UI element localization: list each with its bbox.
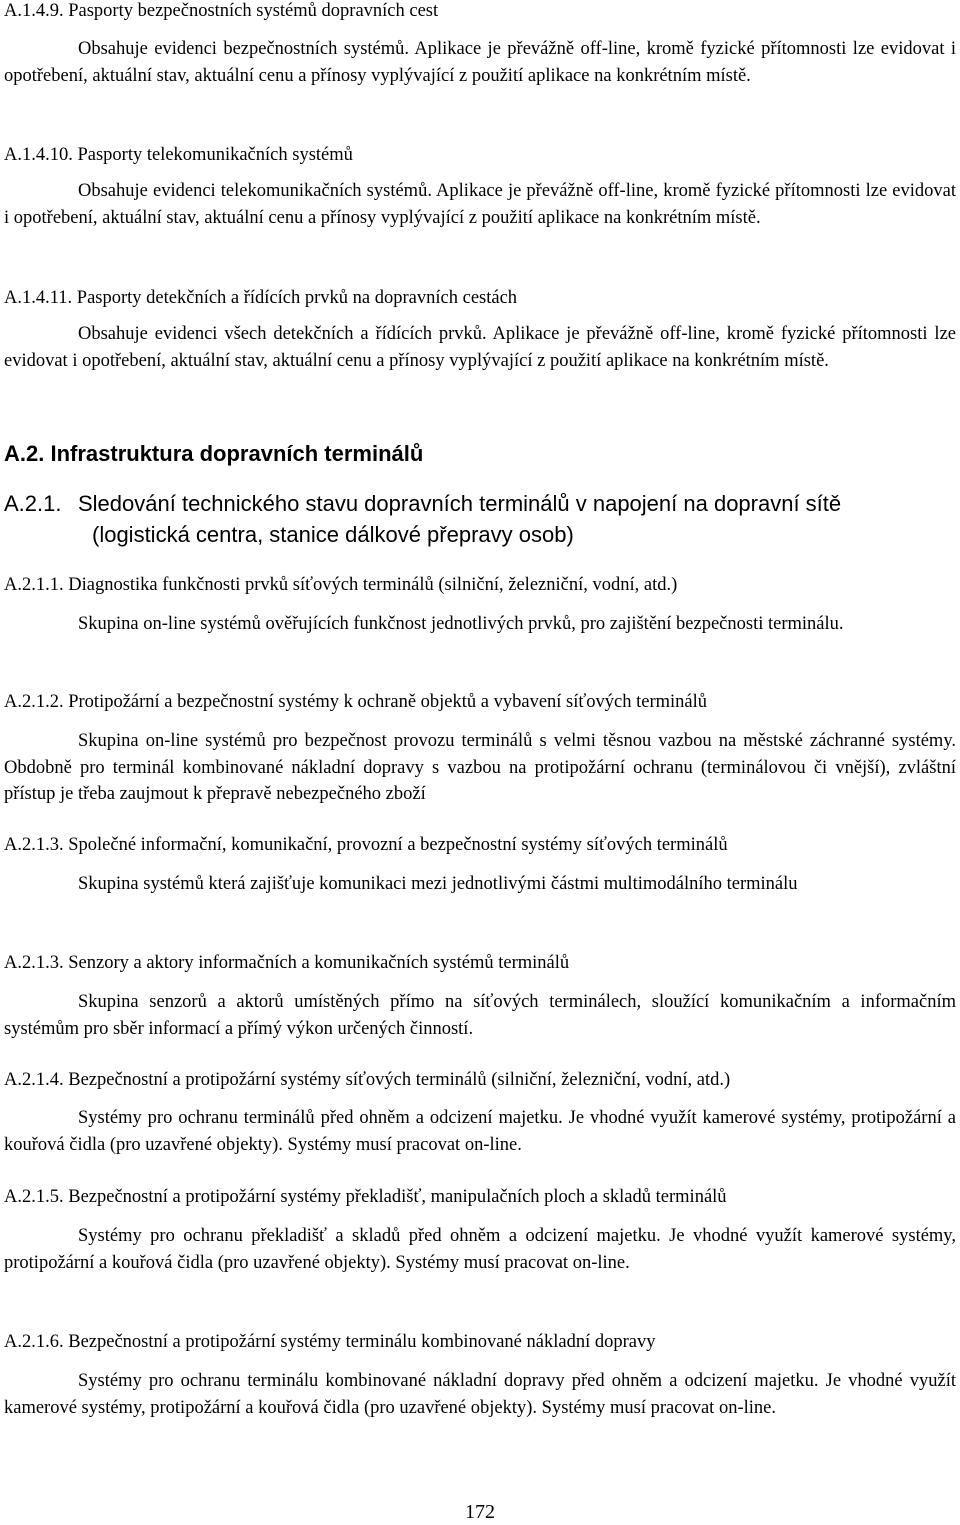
chapter-heading: A.2. Infrastruktura dopravních terminálů <box>4 441 424 466</box>
item-heading: A.2.1.3. Senzory a aktory informačních a komunikačních systémů terminálů <box>4 953 570 973</box>
item-heading: A.2.1.3. Společné informační, komunikační, provozní a bezpečnostní systémy síťových terminálů <box>4 835 728 855</box>
section-body: Obsahuje evidenci všech detekčních a řídících prvků. Aplikace je převážně off-line, kromě fyzické přítomnosti lze evidovat i opotřebení, aktuální stav, aktuální cenu a přínosy vyplývající z použití aplikace na konkrétním místě. <box>4 324 956 371</box>
section-heading: A.1.4.11. Pasporty detekčních a řídících prvků na dopravních cestách <box>4 288 518 308</box>
section-body: Obsahuje evidenci telekomunikačních systémů. Aplikace je převážně off-line, kromě fyzické přítomnosti lze evidovat i opotřebení, aktuální stav, aktuální cenu a přínosy vyplývající z použití aplikace na konkrétním místě. <box>4 181 956 228</box>
item-heading: A.2.1.4. Bezpečnostní a protipožární systémy síťových terminálů (silniční, železniční, vodní, atd.) <box>4 1070 731 1090</box>
item-body: Skupina on-line systémů ověřujících funkčnost jednotlivých prvků, pro zajištění bezpečnosti terminálu. <box>78 614 844 634</box>
section-heading: A.1.4.10. Pasporty telekomunikačních systémů <box>4 145 353 165</box>
item-heading: A.2.1.6. Bezpečnostní a protipožární systémy terminálu kombinované nákladní dopravy <box>4 1332 656 1352</box>
page-number: 172 <box>465 1501 495 1523</box>
subchapter-number: A.2.1. <box>4 491 62 516</box>
item-body: Skupina systémů která zajišťuje komunikaci mezi jednotlivými částmi multimodálního terminálu <box>78 874 798 894</box>
item-body: Systémy pro ochranu terminálů před ohněm a odcizení majetku. Je vhodné využít kamerové systémy, protipožární a kouřová čidla (pro uzavřené objekty). Systémy musí pracovat on-line. <box>4 1108 956 1155</box>
item-body: Systémy pro ochranu terminálu kombinované nákladní dopravy před ohněm a odcizení majetku. Je vhodné využít kamerové systémy, protipožární a kouřová čidla (pro uzavřené objekty). Systémy musí pracovat on-line. <box>4 1371 956 1418</box>
section-heading: A.1.4.9. Pasporty bezpečnostních systémů dopravních cest <box>4 1 439 21</box>
item-body: Skupina senzorů a aktorů umístěných přímo na síťových terminálech, sloužící komunikačním a informačním systémům pro sběr informací a přímý výkon určených činností. <box>4 992 956 1039</box>
item-body: Systémy pro ochranu překladišť a skladů před ohněm a odcizení majetku. Je vhodné využít kamerové systémy, protipožární a kouřová čidla (pro uzavřené objekty). Systémy musí pracovat on-line. <box>4 1226 956 1273</box>
subchapter-title-line1: Sledování technického stavu dopravních terminálů v napojení na dopravní sítě <box>78 491 842 516</box>
item-body: Skupina on-line systémů pro bezpečnost provozu terminálů s velmi těsnou vazbou na městské záchranné systémy. Obdobně pro terminál kombinované nákladní dopravy s vazbou na protipožární ochranu (terminálovou či vnější), zvláštní přístup je třeba zaujmout k přepravě nebezpečného zboží <box>4 731 956 804</box>
section-body: Obsahuje evidenci bezpečnostních systémů. Aplikace je převážně off-line, kromě fyzické přítomnosti lze evidovat i opotřebení, aktuální stav, aktuální cenu a přínosy vyplývající z použití aplikace na konkrétním místě. <box>4 39 956 86</box>
item-heading: A.2.1.2. Protipožární a bezpečnostní systémy k ochraně objektů a vybavení síťových terminálů <box>4 692 708 712</box>
item-heading: A.2.1.5. Bezpečnostní a protipožární systémy překladišť, manipulačních ploch a skladů terminálů <box>4 1187 727 1207</box>
subchapter-title-line2: (logistická centra, stanice dálkové přepravy osob) <box>92 522 574 547</box>
item-heading: A.2.1.1. Diagnostika funkčnosti prvků síťových terminálů (silniční, železniční, vodní, atd.) <box>4 575 678 595</box>
subchapter-heading <box>4 488 956 550</box>
